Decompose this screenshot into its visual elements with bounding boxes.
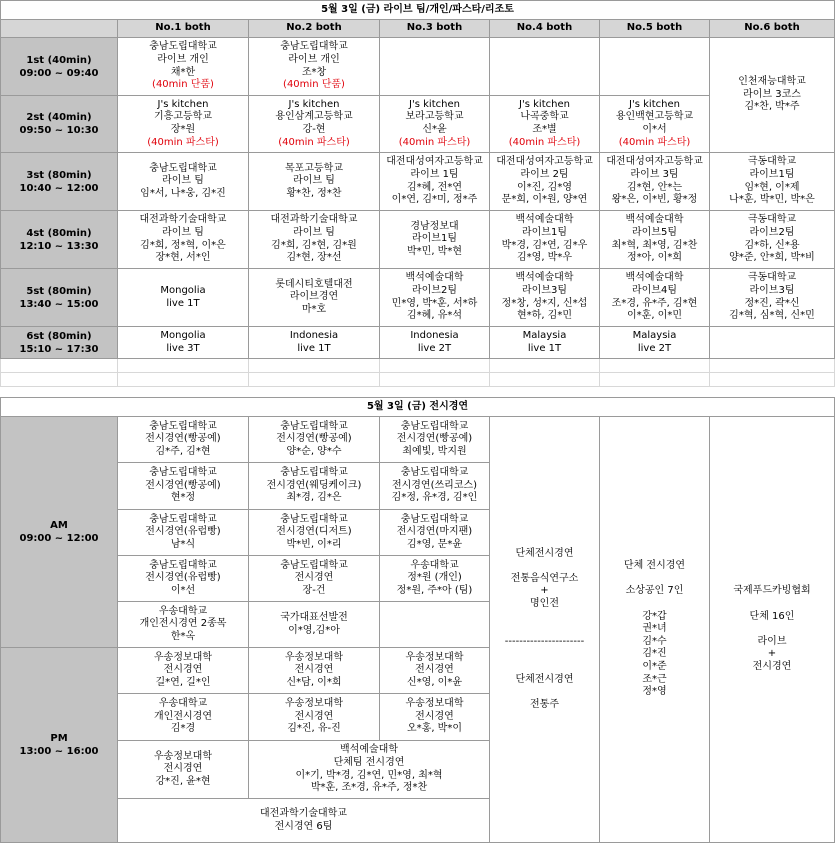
entry-cell: 충남도립대학교 전시경연(디저트) 박*빈, 이*리 — [249, 510, 380, 556]
entry-cell: 충남도립대학교 라이브 개인 채*한 (40min 단품) — [118, 38, 249, 96]
column-header: No.3 both — [380, 20, 490, 38]
column-header: No.1 both — [118, 20, 249, 38]
spacer-cell — [249, 373, 380, 387]
am-slot: AM 09:00 ~ 12:00 — [1, 417, 118, 648]
schedule-title: 5월 3일 (금) 라이브 팀/개인/파스타/리조토 — [1, 1, 835, 20]
corner-header — [1, 20, 118, 38]
empty-cell — [490, 38, 600, 96]
entry-cell: 충남도립대학교 라이브 개인 조*창 (40min 단품) — [249, 38, 380, 96]
entry-cell: 극동대학교 라이브2팀 김*하, 신*용 양*준, 안*희, 박*비 — [710, 211, 835, 269]
spacer-cell — [118, 373, 249, 387]
empty-cell — [600, 38, 710, 96]
entry-cell: 극동대학교 라이브1팀 임*현, 이*제 나*훈, 박*민, 박*은 — [710, 153, 835, 211]
entry-cell: 백석예술대학 라이브3팀 정*창, 성*지, 신*섭 현*하, 김*민 — [490, 269, 600, 327]
spacer-cell — [710, 359, 835, 373]
time-slot: 1st (40min) 09:00 ~ 09:40 — [1, 38, 118, 96]
entry-cell: 충남도립대학교 전시경연(빵공예) 김*주, 김*현 — [118, 417, 249, 463]
spacer-cell — [490, 373, 600, 387]
entry-cell: 우송정보대학 전시경연 신*담, 이*희 — [249, 648, 380, 694]
entry-cell: 대전과학기술대학교 라이브 팀 김*희, 김*현, 김*원 김*현, 장*선 — [249, 211, 380, 269]
entry-cell: Indonesia live 2T — [380, 327, 490, 359]
time-slot: 3st (80min) 10:40 ~ 12:00 — [1, 153, 118, 211]
entry-cell: 백석예술대학 단체팀 전시경연 이*기, 박*경, 김*연, 민*영, 최*혁 박*훈, 조*경, 유*주, 정*찬 — [249, 741, 490, 799]
time-slot: 5st (80min) 13:40 ~ 15:00 — [1, 269, 118, 327]
column-header: No.5 both — [600, 20, 710, 38]
entry-cell: 우송대학교 개인전시경연 2종목 한*옥 — [118, 602, 249, 648]
group-exhibit-col4: 단체전시경연 전통음식연구소 + 명인전 ---------------------- 단체전시경연 전통주 — [490, 417, 600, 843]
entry-cell: 극동대학교 라이브3팀 정*진, 곽*신 김*혁, 심*혁, 신*민 — [710, 269, 835, 327]
entry-cell: Indonesia live 1T — [249, 327, 380, 359]
entry-cell: 충남도립대학교 전시경연(빵공예) 최예빛, 박지원 — [380, 417, 490, 463]
entry-cell: 우송정보대학 전시경연 오*홍, 박*이 — [380, 694, 490, 741]
spacer-cell — [380, 359, 490, 373]
entry-cell: 우송대학교 정*원 (개인) 정*원, 주*아 (팀) — [380, 556, 490, 602]
entry-cell: Malaysia live 1T — [490, 327, 600, 359]
spacer-cell — [380, 373, 490, 387]
entry-cell: 대전대성여자고등학교 라이브 1팀 김*혜, 전*연 이*연, 김*미, 정*주 — [380, 153, 490, 211]
spacer-cell — [490, 359, 600, 373]
entry-cell: 대전대성여자고등학교 라이브 3팀 김*현, 안*는 왕*은, 이*빈, 황*정 — [600, 153, 710, 211]
entry-cell: 우송정보대학 전시경연 길*연, 길*인 — [118, 648, 249, 694]
empty-cell — [380, 38, 490, 96]
entry-cell: 우송정보대학 전시경연 김*진, 유-진 — [249, 694, 380, 741]
entry-cell: 충남도립대학교 전시경연(유럽빵) 이*선 — [118, 556, 249, 602]
entry-cell: 백석예술대학 라이브5팀 최*혁, 최*영, 김*찬 정*아, 이*희 — [600, 211, 710, 269]
live-schedule-table — [0, 0, 835, 387]
entry-cell: 충남도립대학교 전시경연(웨딩케이크) 최*경, 김*은 — [249, 463, 380, 510]
entry-cell: Malaysia live 2T — [600, 327, 710, 359]
spacer-cell — [1, 359, 118, 373]
entry-cell: 충남도립대학교 전시경연(빵공예) 현*정 — [118, 463, 249, 510]
time-slot: 4st (80min) 12:10 ~ 13:30 — [1, 211, 118, 269]
entry-cell: Mongolia live 1T — [118, 269, 249, 327]
entry-cell: 충남도립대학교 전시경연(빵공예) 양*순, 양*수 — [249, 417, 380, 463]
entry-cell: 대전과학기술대학교 라이브 팀 김*희, 정*혁, 이*은 장*현, 서*인 — [118, 211, 249, 269]
entry-cell: 우송정보대학 전시경연 신*영, 이*윤 — [380, 648, 490, 694]
entry-cell: 대전대성여자고등학교 라이브 2팀 이*진, 김*영 문*희, 이*원, 양*연 — [490, 153, 600, 211]
column-header: No.6 both — [710, 20, 835, 38]
entry-cell: 백석예술대학 라이브2팀 민*영, 박*훈, 서*하 김*혜, 유*석 — [380, 269, 490, 327]
entry-cell: 백석예술대학 라이브4팀 조*경, 유*주, 김*현 이*훈, 이*민 — [600, 269, 710, 327]
group-exhibit-col6: 국제푸드카빙협회 단체 16인 라이브 + 전시경연 — [710, 417, 835, 843]
pm-slot: PM 13:00 ~ 16:00 — [1, 648, 118, 843]
column-header: No.2 both — [249, 20, 380, 38]
empty-cell — [380, 602, 490, 648]
entry-cell: 백석예술대학 라이브1팀 박*경, 김*연, 김*우 김*영, 박*우 — [490, 211, 600, 269]
entry-cell: 롯데시티호텔대전 라이브경연 마*호 — [249, 269, 380, 327]
spacer-cell — [600, 373, 710, 387]
empty-cell — [710, 327, 835, 359]
entry-cell: 충남도립대학교 전시경연(유럽빵) 남*식 — [118, 510, 249, 556]
entry-cell: J's kitchen 보라고등학교 신*윤 (40min 파스타) — [380, 96, 490, 153]
entry-cell: 대전과학기술대학교 전시경연 6팀 — [118, 799, 490, 843]
time-slot: 6st (80min) 15:10 ~ 17:30 — [1, 327, 118, 359]
entry-cell: 인천재능대학교 라이브 3코스 김*찬, 박*주 — [710, 38, 835, 153]
exhibition-title: 5월 3일 (금) 전시경연 — [1, 398, 835, 417]
entry-cell: 충남도립대학교 전시경연(마지팬) 김*영, 문*윤 — [380, 510, 490, 556]
time-slot: 2st (40min) 09:50 ~ 10:30 — [1, 96, 118, 153]
spacer-cell — [249, 359, 380, 373]
group-exhibit-col5: 단체 전시경연 소상공인 7인 강*갑 권*녀 김*수 김*진 이*준 조*근 정*영 — [600, 417, 710, 843]
entry-cell: 충남도립대학교 전시경연 장-건 — [249, 556, 380, 602]
entry-cell: Mongolia live 3T — [118, 327, 249, 359]
spacer-cell — [600, 359, 710, 373]
entry-cell: J's kitchen 용인백현고등학교 이*서 (40min 파스타) — [600, 96, 710, 153]
spacer-cell — [710, 373, 835, 387]
entry-cell: J's kitchen 나곡중학교 조*별 (40min 파스타) — [490, 96, 600, 153]
entry-cell: 국가대표선발전 이*영,김*아 — [249, 602, 380, 648]
entry-cell: 우송대학교 개인전시경연 김*경 — [118, 694, 249, 741]
entry-cell: J's kitchen 용인삼계고등학교 강-현 (40min 파스타) — [249, 96, 380, 153]
entry-cell: 우송정보대학 전시경연 강*진, 윤*현 — [118, 741, 249, 799]
exhibition-table — [0, 397, 835, 843]
entry-cell: 충남도립대학교 라이브 팀 임*서, 나*웅, 김*진 — [118, 153, 249, 211]
entry-cell: 충남도립대학교 전시경연(쓰리코스) 김*정, 유*경, 김*인 — [380, 463, 490, 510]
entry-cell: 목포고등학교 라이브 팀 황*찬, 정*찬 — [249, 153, 380, 211]
entry-cell: 경남정보대 라이브1팀 박*민, 박*현 — [380, 211, 490, 269]
column-header: No.4 both — [490, 20, 600, 38]
entry-cell: J's kitchen 기흥고등학교 장*원 (40min 파스타) — [118, 96, 249, 153]
spacer-cell — [118, 359, 249, 373]
spacer-cell — [1, 373, 118, 387]
